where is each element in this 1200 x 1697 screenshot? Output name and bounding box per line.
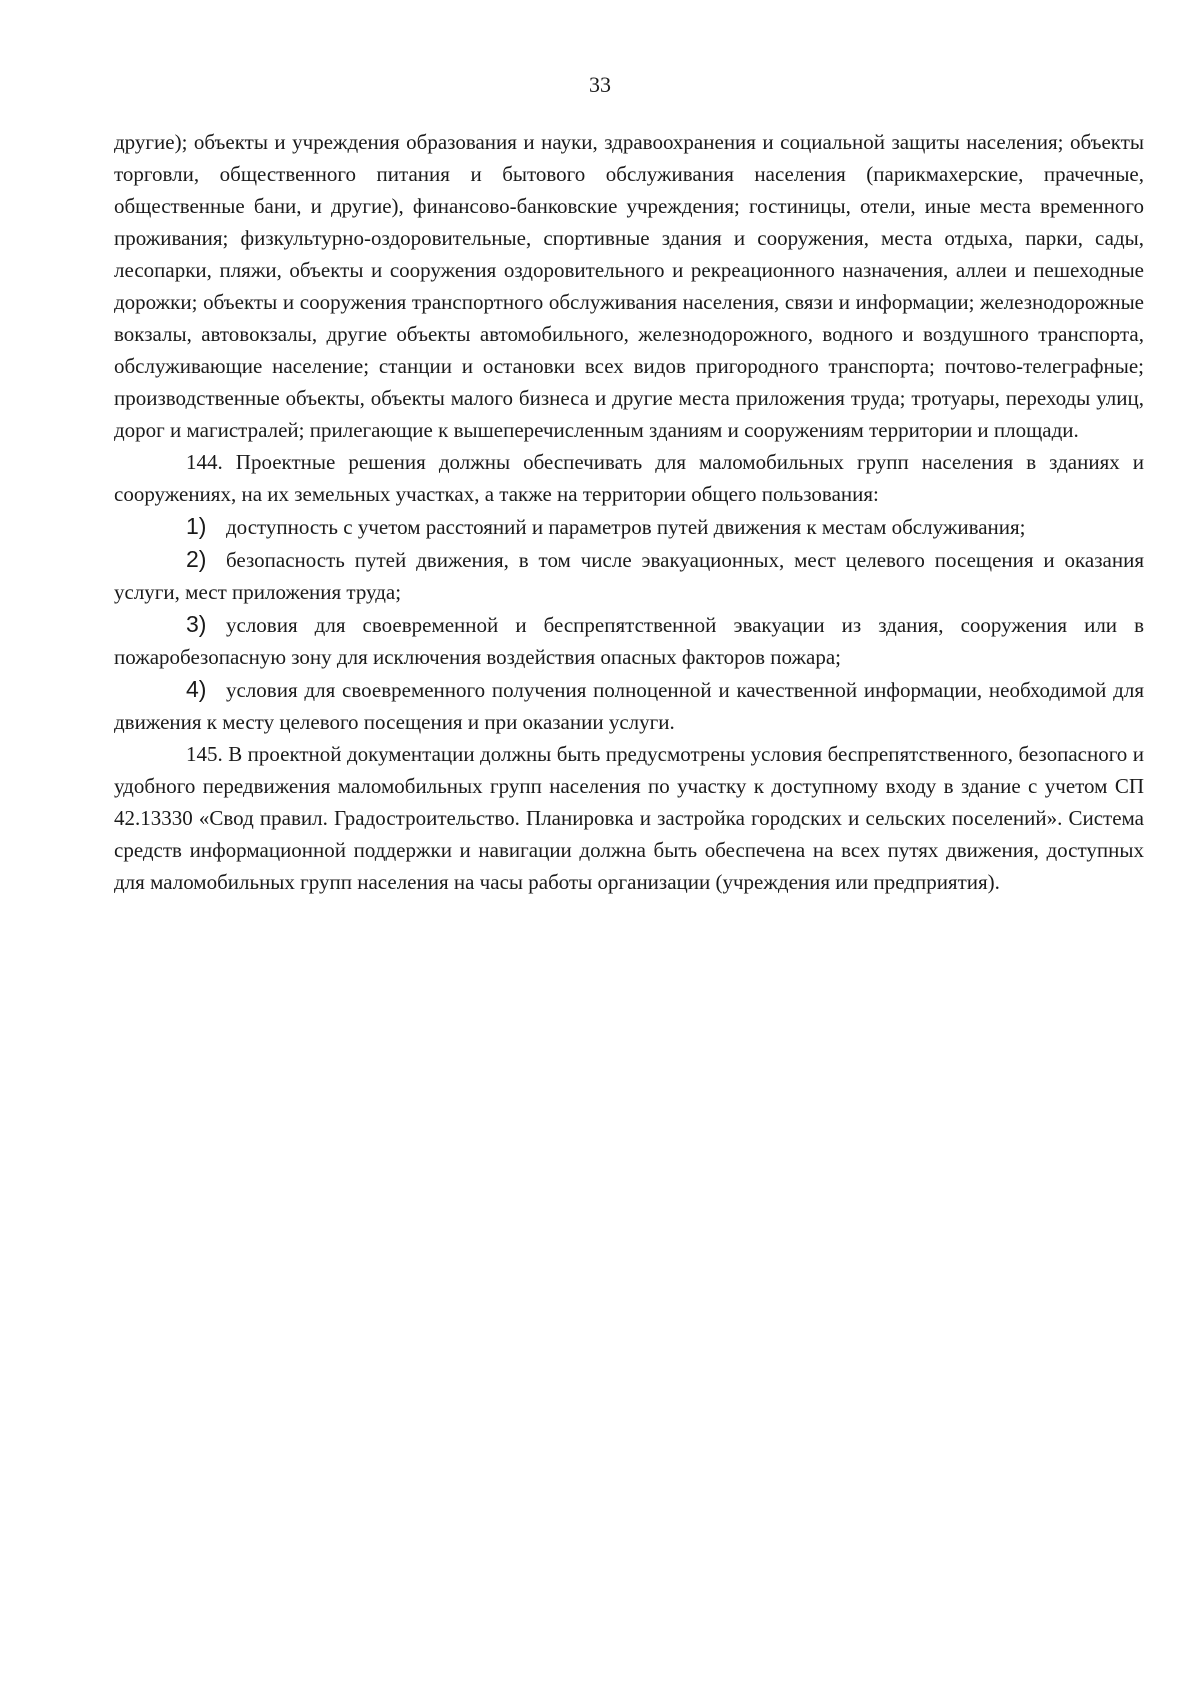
list-item-2	[114, 543, 1144, 608]
paragraph-continuation: другие); объекты и учреждения образования и науки, здравоохранения и социальной защиты населения; объекты торговли, общественного питания и бытового обслуживания населения (парикмахерские, прачечные, общественные бани, и другие), финансово-банковские учреждения; гостиницы, отели, иные места временного проживания; физкультурно-оздоровительные, спортивные здания и сооружения, места отдыха, парки, сады, лесопарки, пляжи, объекты и сооружения оздоровительного и рекреационного назначения, аллеи и пешеходные дорожки; объекты и сооружения транспортного обслуживания населения, связи и информации; железнодорожные вокзалы, автовокзалы, другие объекты автомобильного, железнодорожного, водного и воздушного транспорта, обслуживающие население; станции и остановки всех видов пригородного транспорта; почтово-телеграфные; производственные объекты, объекты малого бизнеса и другие места приложения труда; тротуары, переходы улиц, дорог и магистралей; прилегающие к вышеперечисленным зданиям и сооружениям территории и площади.	[114, 130, 1144, 442]
list-item-3	[114, 608, 1144, 673]
paragraph-145: 145. В проектной документации должны быть предусмотрены условия беспрепятственного, безопасного и удобного передвижения маломобильных групп населения по участку к доступному входу в здание с учетом СП 42.13330 «Свод правил. Градостроительство. Планировка и застройка городских и сельских поселений». Система средств информационной поддержки и навигации должна быть обеспечена на всех путях движения, доступных для маломобильных групп населения на часы работы организации (учреждения или предприятия).	[114, 742, 1144, 894]
list-item-4	[114, 673, 1144, 738]
list-item-text: условия для своевременного получения полноценной и качественной информации, необходимой для движения к месту целевого посещения и при оказании услуги.	[114, 678, 1144, 734]
page-number: 33	[589, 72, 611, 97]
list-item-number: 2)	[186, 546, 207, 572]
list-item-number: 4)	[186, 676, 207, 702]
list-item-text: доступность с учетом расстояний и параметров путей движения к местам обслуживания;	[226, 515, 1026, 539]
document-body	[114, 126, 1144, 898]
paragraph-144: 144. Проектные решения должны обеспечивать для маломобильных групп населения в зданиях и сооружениях, на их земельных участках, а также на территории общего пользования:	[114, 450, 1144, 506]
list-item-number: 1)	[186, 513, 207, 539]
list-item-text: безопасность путей движения, в том числе эвакуационных, мест целевого посещения и оказания услуги, мест приложения труда;	[114, 548, 1144, 604]
list-item-1	[114, 510, 1144, 543]
list-item-text: условия для своевременной и беспрепятственной эвакуации из здания, сооружения или в пожаробезопасную зону для исключения воздействия опасных факторов пожара;	[114, 613, 1144, 669]
list-item-number: 3)	[186, 611, 207, 637]
